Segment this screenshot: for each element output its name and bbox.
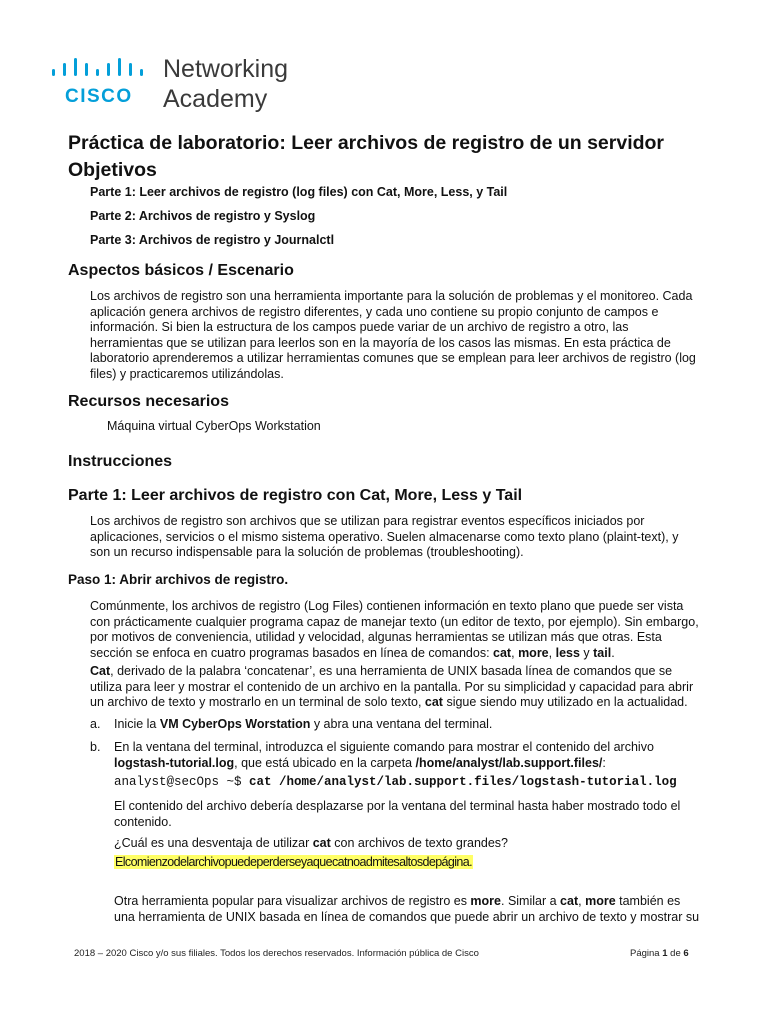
list-item-b: En la ventana del terminal, introduzca el siguiente comando para mostrar el contenido del archivo logstash-tutorial.log, que está ubicado en la carpeta /home/analyst/lab.support.files/: xyxy=(114,740,654,770)
list-marker-b: b. xyxy=(90,740,101,754)
terminal-command: analyst@secOps ~$ cat /home/analyst/lab.support.files/logstash-tutorial.log xyxy=(114,775,677,789)
question: ¿Cuál es una desventaja de utilizar cat con archivos de texto grandes? xyxy=(114,836,509,850)
part1-heading: Parte 1: Leer archivos de registro con Cat, More, Less y Tail xyxy=(68,487,523,504)
step1-paragraph-1: Comúnmente, los archivos de registro (Log Files) contienen información en texto plano que puede ser vista con prácticamente cualquier programa capaz de manejar texto (un editor de texto, por ejemplo). Sin embargo, por motivos de conveniencia, utilidad y velocidad, algunas herramientas se utilizan más que otras. Esta sección se enfoca en cuatro programas basados en línea de comandos: cat, more, less y tail. xyxy=(90,599,699,660)
cisco-wordmark: CISCO xyxy=(65,86,133,107)
answer-highlight: Elcomienzodelarchivopuedeperderseyaquecatnoadmitesaltosdepágina. xyxy=(115,855,473,869)
scroll-note: El contenido del archivo debería desplazarse por la ventana del terminal hasta haber mostrado todo el contenido. xyxy=(114,799,681,829)
background-heading: Aspectos básicos / Escenario xyxy=(68,262,294,279)
list-marker-a: a. xyxy=(90,717,101,731)
cisco-logo xyxy=(52,58,152,84)
step1-paragraph-2: Cat, derivado de la palabra ‘concatenar’, es una herramienta de UNIX basada línea de comandos que se utiliza para leer y mostrar el contenido de un archivo en la pantalla. Por su simplicidad y capacidad para abrir un archivo de texto y mostrarlo en un terminal de solo texto, cat sigue siendo muy utilizado en la actualidad. xyxy=(90,664,694,709)
background-text: Los archivos de registro son una herramienta importante para la solución de problemas y el monitoreo. Cada aplicación genera archivos de registro diferentes, y cada uno contiene su propio conjunto de campos e información. Si bien la estructura de los campos puede variar de un archivo de registro a otro, las herramientas que se utilizan para leerlos son en la mayoría de los casos las mismas. En esta práctica de laboratorio aprenderemos a utilizar herramientas comunes que se emplean para leer archivos de registro (log files) y practicaremos utilizándolas. xyxy=(90,289,696,381)
resources-heading: Recursos necesarios xyxy=(68,393,229,410)
brand-academy: Academy xyxy=(163,85,268,113)
objective-item: Parte 1: Leer archivos de registro (log files) con Cat, More, Less, y Tail xyxy=(90,185,508,199)
objective-item: Parte 2: Archivos de registro y Syslog xyxy=(90,209,316,223)
footer-page-number: Página 1 de 6 xyxy=(630,948,689,959)
objective-item: Parte 3: Archivos de registro y Journalctl xyxy=(90,233,335,247)
instructions-heading: Instrucciones xyxy=(68,453,173,470)
objectives-heading: Objetivos xyxy=(68,159,157,181)
page-title: Práctica de laboratorio: Leer archivos de registro de un servidor xyxy=(68,132,665,154)
brand-networking: Networking xyxy=(163,55,289,83)
cisco-bars-icon xyxy=(52,58,152,84)
resource-item: Máquina virtual CyberOps Workstation xyxy=(107,419,321,433)
more-paragraph: Otra herramienta popular para visualizar archivos de registro es more. Similar a cat, more también es una herramienta de UNIX basada en línea de comandos que puede abrir un archivo de texto y mostrar su xyxy=(114,894,700,924)
step1-heading: Paso 1: Abrir archivos de registro. xyxy=(68,572,289,587)
list-item-a: Inicie la VM CyberOps Worstation y abra una ventana del terminal. xyxy=(114,717,493,731)
part1-text: Los archivos de registro son archivos que se utilizan para registrar eventos específicos iniciados por aplicaciones, servicios o el mismo sistema operativo. Suelen almacenarse como texto plano (plaint-text), y son un recurso indispensable para la solución de problemas (troubleshooting). xyxy=(90,514,679,559)
footer-copyright: 2018 – 2020 Cisco y/o sus filiales. Todos los derechos reservados. Información pública de Cisco xyxy=(74,948,479,959)
